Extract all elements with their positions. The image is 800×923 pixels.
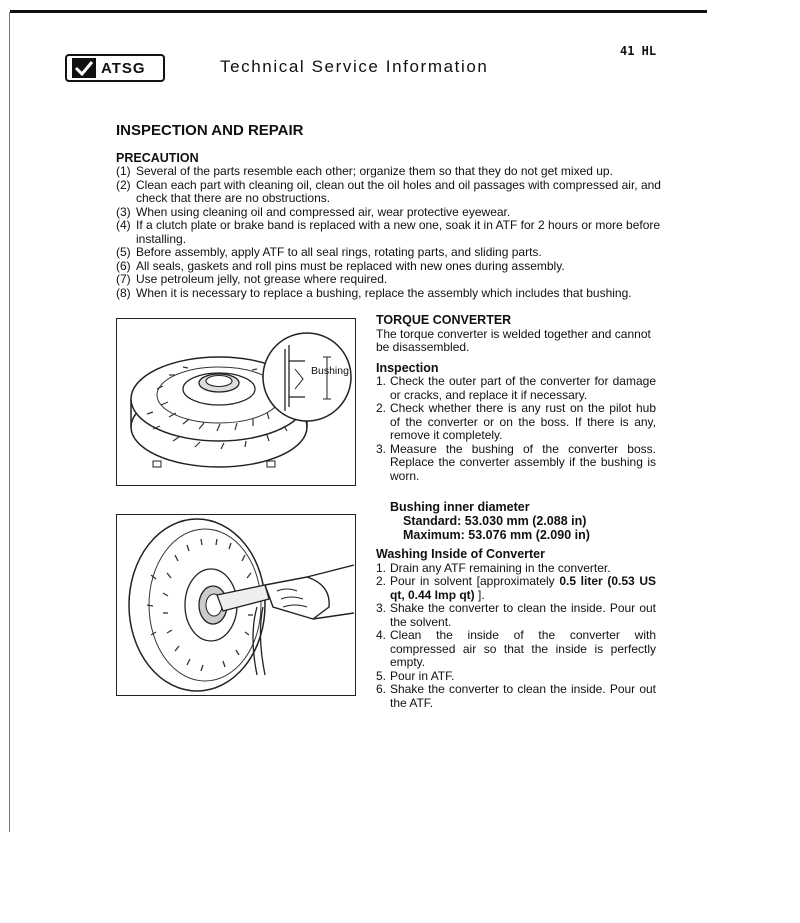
page-header-title: Technical Service Information: [220, 57, 489, 76]
washing-heading: Washing Inside of Converter: [376, 547, 546, 561]
list-item: (4) If a clutch plate or brake band is replaced with a new one, soak it in ATF for 2 hours or more before installing.: [116, 218, 661, 246]
list-item: 4. Clean the inside of the converter with compressed air so that the inside is perfectly empty.: [376, 628, 656, 669]
list-item: 1. Check the outer part of the converter for damage or cracks, and replace it if necessary.: [376, 374, 656, 402]
standard-value: Standard: 53.030 mm (2.088 in): [403, 514, 587, 528]
list-item: 1. Drain any ATF remaining in the converter.: [376, 560, 611, 575]
bushing-heading: Bushing inner diameter: [390, 500, 530, 514]
list-item: (5) Before assembly, apply ATF to all seal rings, rotating parts, and sliding parts.: [116, 245, 542, 259]
list-item: 5. Pour in ATF.: [376, 668, 455, 683]
page-number: 41 HL: [620, 44, 657, 58]
inspection-list: [376, 375, 656, 483]
compressed-air-figure: [116, 514, 356, 696]
list-item: (7) Use petroleum jelly, not grease where required.: [116, 272, 388, 286]
list-item: 3. Shake the converter to clean the inside. Pour out the solvent.: [376, 601, 656, 629]
list-item: 2. Pour in solvent [approximately 0.5 liter (0.53 US qt, 0.44 Imp qt) ].: [376, 574, 656, 602]
precaution-list: [116, 165, 676, 300]
checkmark-icon: [72, 58, 96, 78]
list-item: (8) When it is necessary to replace a bushing, replace the assembly which includes that bushing.: [116, 285, 632, 300]
section-title: INSPECTION AND REPAIR: [116, 122, 304, 139]
bushing-label: Bushing: [311, 365, 349, 377]
logo-text: ATSG: [101, 59, 146, 77]
list-item: (2) Clean each part with cleaning oil, clean out the oil holes and oil passages with compressed air, and check that there are no obstructions.: [116, 177, 661, 205]
left-margin-rule: [9, 12, 10, 832]
atsg-logo: [65, 54, 165, 82]
list-item: (3) When using cleaning oil and compressed air, wear protective eyewear.: [116, 204, 511, 219]
torque-converter-figure: [116, 318, 356, 486]
list-item: 6. Shake the converter to clean the inside. Pour out the ATF.: [376, 682, 656, 710]
list-item: (1) Several of the parts resemble each other; organize them so that they do not get mixed up.: [116, 164, 613, 178]
washing-list: [376, 562, 656, 711]
list-item: 2. Check whether there is any rust on the pilot hub of the converter or on the boss. If there is any, remove it completely.: [376, 401, 656, 442]
inspection-heading: Inspection: [376, 360, 439, 375]
bushing-spec: [390, 500, 590, 542]
maximum-value: Maximum: 53.076 mm (2.090 in): [403, 528, 590, 542]
list-item: 3. Measure the bushing of the converter boss. Replace the converter assembly if the bushing is worn.: [376, 441, 656, 483]
torque-converter-heading: TORQUE CONVERTER: [376, 313, 512, 327]
top-rule: [10, 10, 707, 13]
torque-converter-intro: The torque converter is welded together and cannot be disassembled.: [376, 326, 651, 354]
precaution-heading: PRECAUTION: [116, 151, 199, 165]
torque-converter-section: [376, 314, 656, 483]
washing-section: [376, 548, 656, 710]
list-item: (6) All seals, gaskets and roll pins must be replaced with new ones during assembly.: [116, 258, 565, 273]
